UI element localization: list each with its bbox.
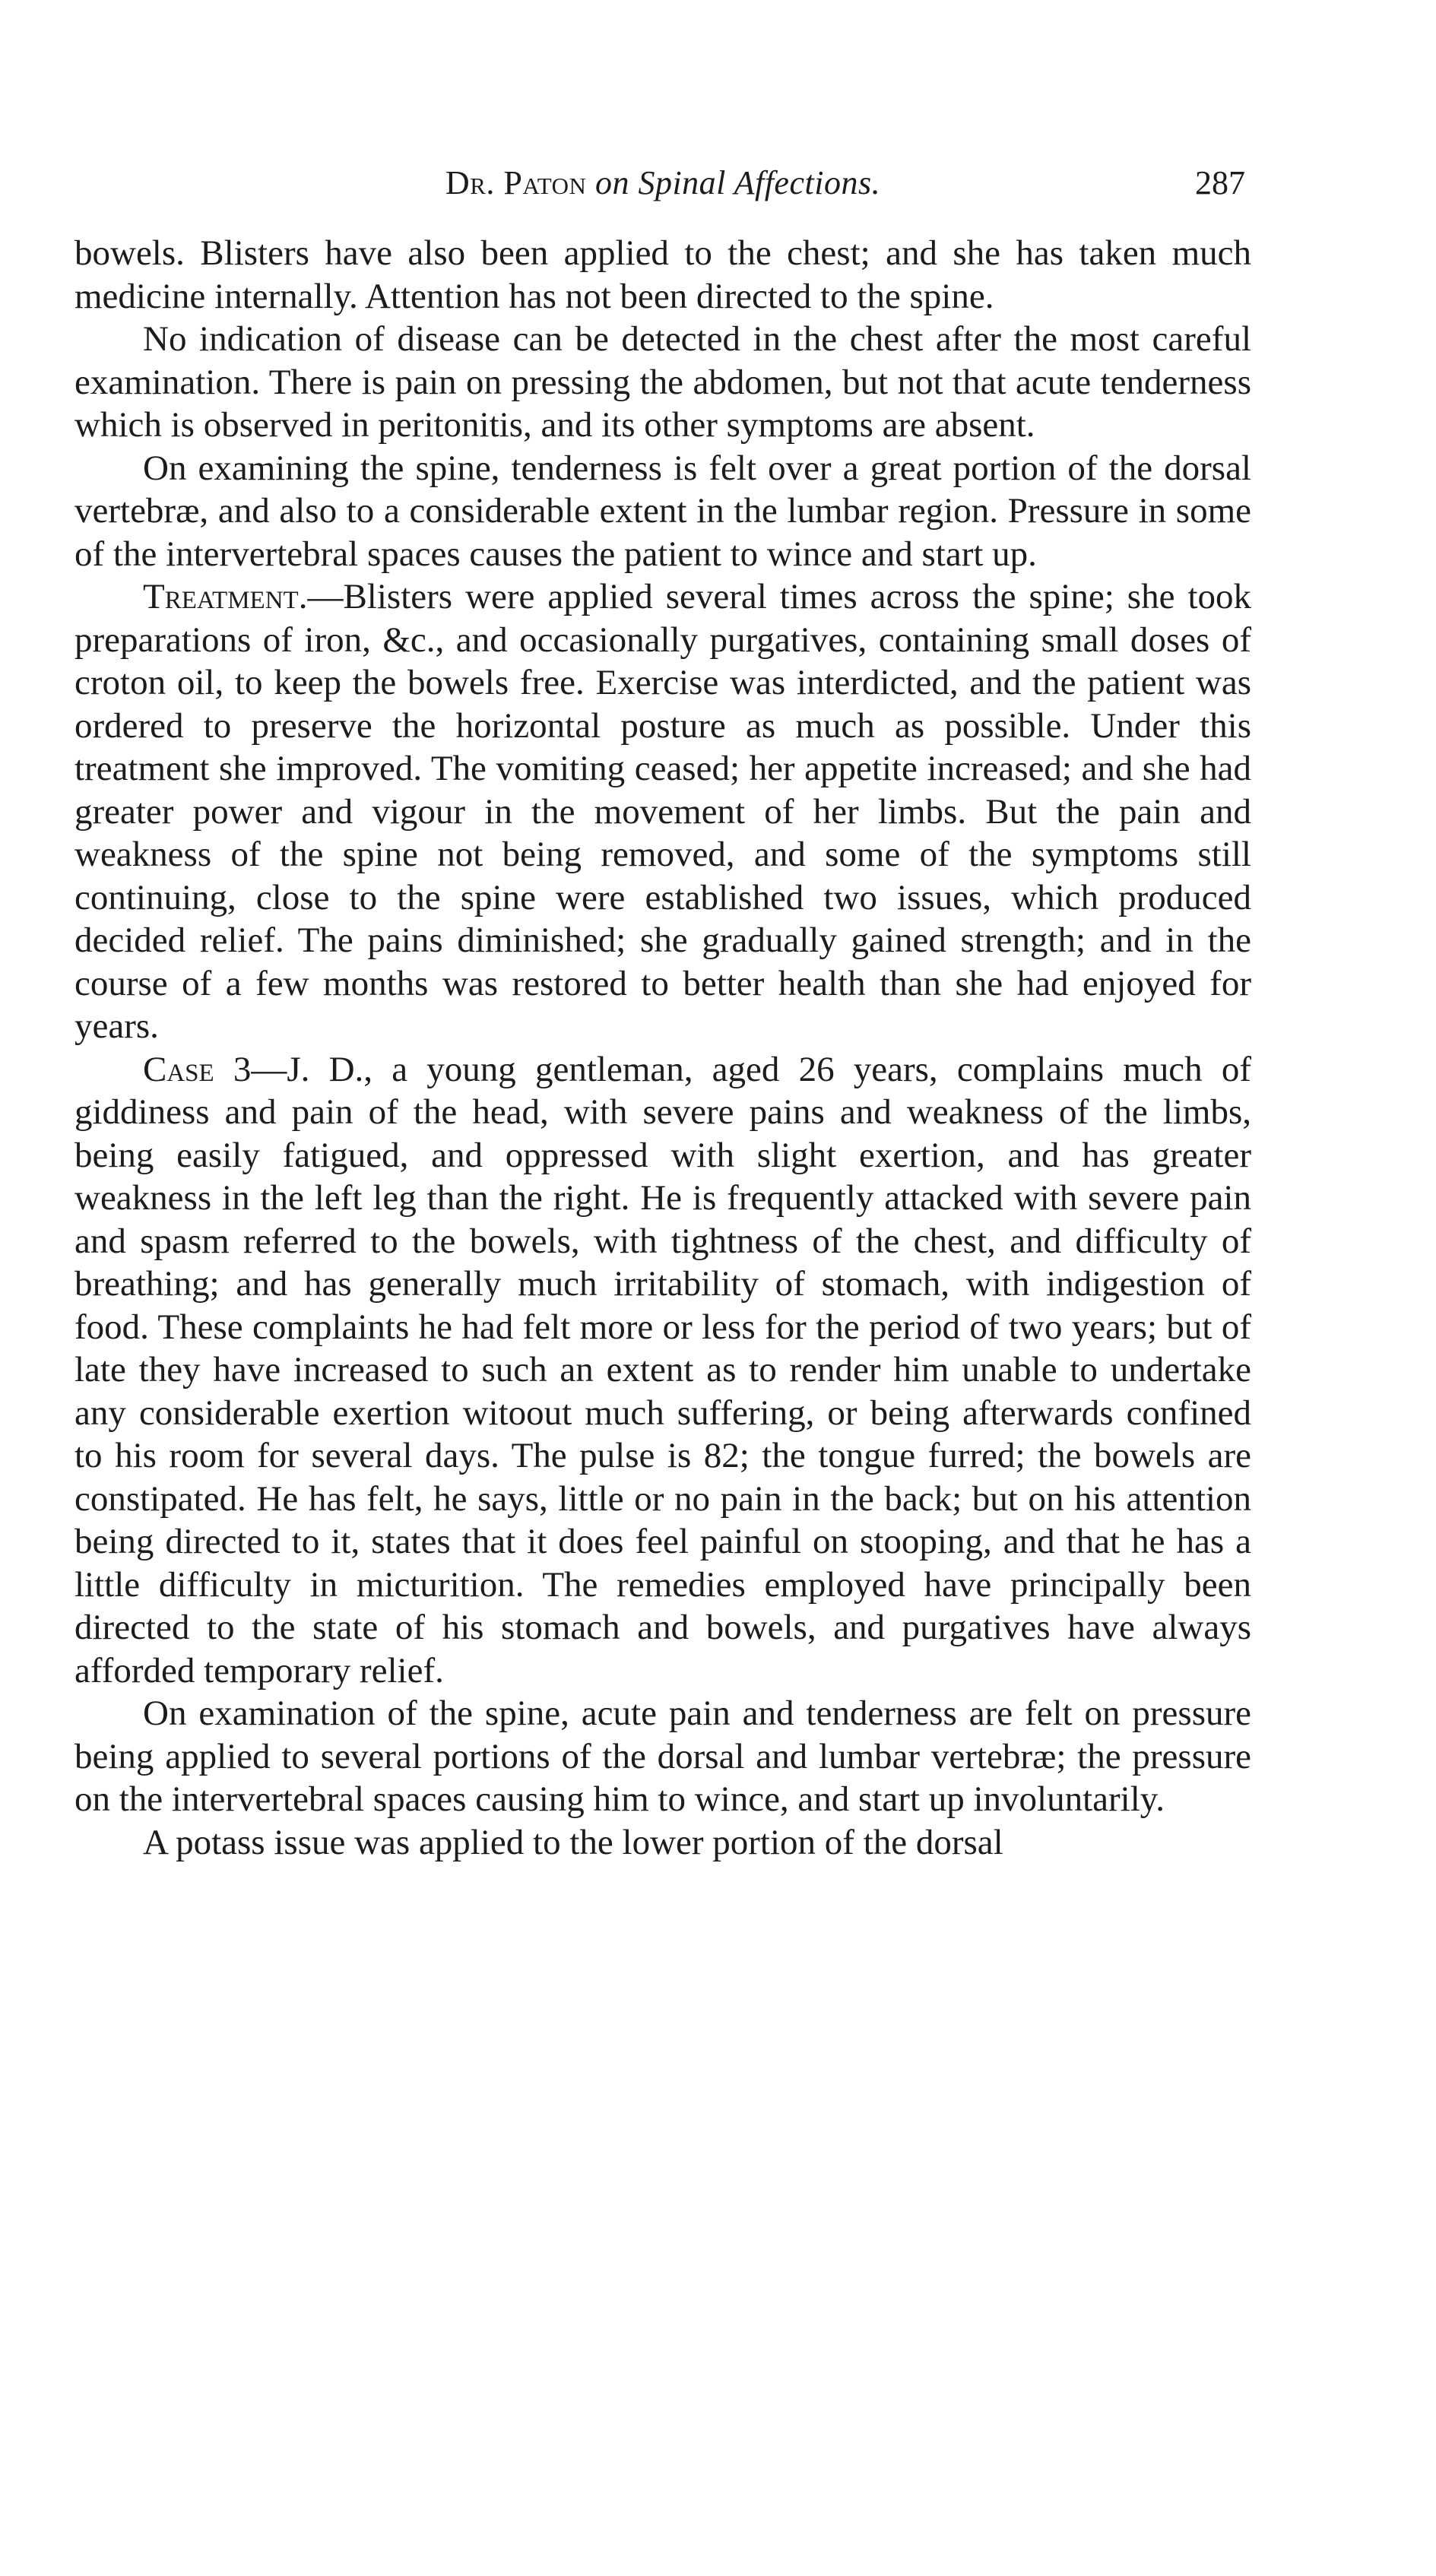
page-number: 287 [1195, 164, 1245, 201]
paragraph-text: On examination of the spine, acute pain and tenderness are felt on pressure being applied to several portions of the dorsal and lumbar vertebræ; the pressure on the intervertebral spaces causing him to wince, and start up involuntarily. [74, 1694, 1251, 1819]
section-lead-case: Case 3 [143, 1049, 252, 1089]
paragraph-potass-issue [74, 1821, 1251, 1865]
paragraph-text: bowels. Blisters have also been applied to the chest; and she has taken much medicine internally. Attention has not been directed to the spine. [74, 233, 1251, 316]
body-text [74, 232, 1251, 1864]
page-header [74, 163, 1251, 232]
paragraph-treatment [74, 575, 1251, 1048]
paragraph-chest-examination [74, 318, 1251, 447]
paragraph-text: —J. D., a young gentleman, aged 26 years, complains much of giddiness and pain of the head, with severe pains and weakness of the limbs, being easily fatigued, and oppressed with slight exertion, and has greater weakness in the left leg than the right. He is frequently attacked with severe pain and spasm referred to the bowels, with tightness of the chest, and difficulty of breathing; and has generally much irritability of stomach, with indigestion of food. These complaints he had felt more or less for the period of two years; but of late they have increased to such an extent as to render him unable to undertake any considerable exertion witoout much suffering, or being afterwards confined to his room for several days. The pulse is 82; the tongue furred; the bowels are constipated. He has felt, he says, little or no pain in the back; but on his attention being directed to it, states that it does feel painful on stooping, and that he has a little difficulty in micturition. The remedies employed have principally been directed to the state of his stomach and bowels, and purgatives have always afforded temporary relief. [74, 1049, 1251, 1690]
paragraph-text: —Blisters were applied several times across the spine; she took preparations of iron, &c., and occasionally purgatives, containing small doses of croton oil, to keep the bowels free. Exercise was interdicted, and the patient was ordered to preserve the horizontal posture as much as possible. Under this treatment she improved. The vomiting ceased; her appetite increased; and she had greater power and vigour in the movement of her limbs. But the pain and weakness of the spine not being removed, and some of the symptoms still continuing, close to the spine were established two issues, which produced decided relief. The pains diminished; she gradually gained strength; and in the course of a few months was restored to better health than she had enjoyed for years. [74, 577, 1251, 1046]
section-lead-treatment: Treatment. [143, 577, 308, 616]
paragraph-spine-examination [74, 447, 1251, 576]
book-page [74, 163, 1251, 1864]
paragraph-continuation [74, 232, 1251, 318]
paragraph-case-3 [74, 1048, 1251, 1693]
paragraph-text: No indication of disease can be detected in the chest after the most careful examination. There is pain on pressing the abdomen, but not that acute tenderness which is observed in peritonitis, and its other symptoms are absent. [74, 319, 1251, 445]
running-title-author: Dr. Paton [445, 164, 587, 201]
running-title [74, 163, 1251, 202]
running-title-connector: on [586, 164, 639, 201]
paragraph-text: A potass issue was applied to the lower portion of the dorsal [143, 1822, 1003, 1862]
paragraph-spine-pain [74, 1692, 1251, 1821]
paragraph-text: On examining the spine, tenderness is felt over a great portion of the dorsal vertebræ, and also to a considerable extent in the lumbar region. Pressure in some of the intervertebral spaces causes the patient to wince and start up. [74, 448, 1251, 574]
running-title-subject: Spinal Affections. [638, 164, 881, 201]
